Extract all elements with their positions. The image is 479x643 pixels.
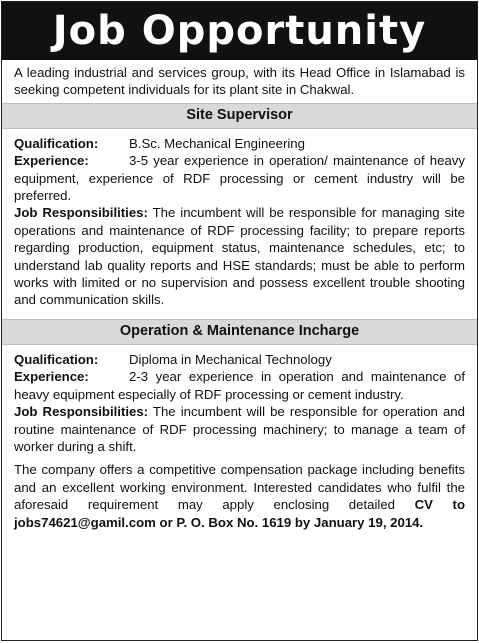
experience-label: Experience: <box>14 153 89 169</box>
page-title: Job Opportunity <box>52 8 427 54</box>
qualification-row <box>14 135 465 152</box>
closing-paragraph <box>14 461 465 531</box>
application-instructions: CV to jobs74621@gamil.com or P. O. Box No. 1619 by January 19, 2014. <box>14 497 465 530</box>
section-header-site-supervisor <box>2 103 477 129</box>
header-banner <box>2 2 477 60</box>
position-title: Operation & Maintenance Incharge <box>119 323 360 340</box>
intro-paragraph: A leading industrial and services group, with its Head Office in Islamabad is seeking competent individuals for its plant site in Chakwal. <box>14 65 465 98</box>
qualification-row <box>14 351 465 368</box>
responsibilities-label: Job Responsibilities: <box>14 404 149 420</box>
position-title: Site Supervisor <box>186 107 293 124</box>
responsibilities-paragraph <box>14 403 465 455</box>
experience-value: 2-3 year experience in operation and maintenance of heavy equipment especially of RDF processing or cement industry. <box>14 369 465 402</box>
responsibilities-paragraph <box>14 204 465 308</box>
ad-content <box>14 64 465 531</box>
experience-value: 3-5 year experience in operation/ maintenance of heavy equipment, experience of RDF processing or cement industry will be preferred. <box>14 153 465 204</box>
experience-paragraph <box>14 368 465 403</box>
section-header-om-incharge <box>2 319 477 345</box>
responsibilities-value: The incumbent will be responsible for operation and routine maintenance of RDF processing machinery; to manage a team of worker during a shift. <box>14 404 465 454</box>
qualification-label: Qualification: <box>14 351 99 367</box>
closing-text: The company offers a competitive compensation package including benefits and an excellent working environment. Interested candidates who fulfil the aforesaid requirement may apply enclosing detailed <box>14 462 465 513</box>
experience-paragraph <box>14 152 465 204</box>
qualification-value: B.Sc. Mechanical Engineering <box>129 135 305 151</box>
qualification-label: Qualification: <box>14 135 99 151</box>
responsibilities-value: The incumbent will be responsible for managing site operations and maintenance of RDF processing facility; to prepare reports regarding production, equipment status, maintenance schedules, etc; to understand lab quality reports and HSE standards; must be able to perform works with limited or no supervision and possess excellent trouble shooting and communication skills. <box>14 205 465 308</box>
job-advertisement <box>1 1 478 641</box>
responsibilities-label: Job Responsibilities: <box>14 205 148 221</box>
experience-label: Experience: <box>14 369 89 385</box>
qualification-value: Diploma in Mechanical Technology <box>129 351 332 367</box>
